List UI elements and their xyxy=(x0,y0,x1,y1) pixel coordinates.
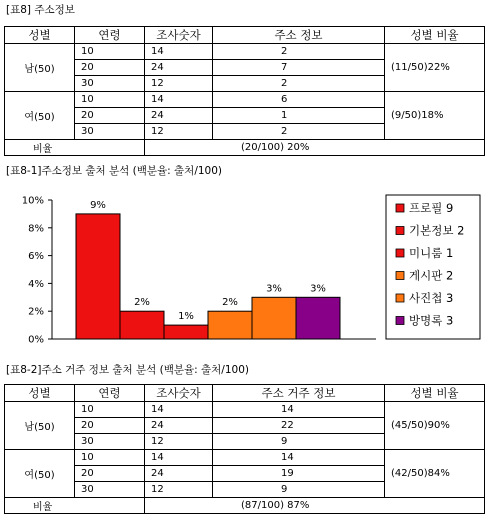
header-count: 조사숫자 xyxy=(145,385,213,402)
table-row xyxy=(5,450,485,466)
age-cell: 10 xyxy=(75,92,145,108)
count-cell: 12 xyxy=(145,434,213,450)
count-cell: 14 xyxy=(145,44,213,60)
bar-3 xyxy=(164,325,208,339)
sex-cell: 여(50) xyxy=(5,450,75,498)
address-info-table xyxy=(4,26,485,156)
count-cell: 14 xyxy=(145,92,213,108)
ratio-cell: (9/50)18% xyxy=(385,92,485,140)
info-cell: 14 xyxy=(213,450,385,466)
sex-cell: 남(50) xyxy=(5,44,75,92)
age-cell: 20 xyxy=(75,60,145,76)
age-cell: 20 xyxy=(75,466,145,482)
footer-label: 비율 xyxy=(5,140,145,156)
footer-label: 비율 xyxy=(5,498,145,514)
bar-value-label: 3% xyxy=(266,283,282,295)
footer-value: (20/100) 20% xyxy=(145,140,485,156)
table-header-row xyxy=(5,385,485,402)
info-cell: 1 xyxy=(213,108,385,124)
bar-value-label: 9% xyxy=(90,199,106,211)
legend-swatch xyxy=(396,227,404,235)
age-cell: 20 xyxy=(75,418,145,434)
age-cell: 30 xyxy=(75,434,145,450)
ratio-cell: (45/50)90% xyxy=(385,402,485,450)
info-cell: 9 xyxy=(213,434,385,450)
bar-1 xyxy=(76,214,120,339)
y-tick-label: 8% xyxy=(28,223,44,235)
header-sex-ratio: 성별 비율 xyxy=(385,385,485,402)
table-row xyxy=(5,92,485,108)
legend-label: 기본정보 2 xyxy=(409,223,465,238)
count-cell: 14 xyxy=(145,450,213,466)
count-cell: 14 xyxy=(145,402,213,418)
legend-swatch xyxy=(396,317,404,325)
legend-swatch xyxy=(396,294,404,302)
ratio-cell: (11/50)22% xyxy=(385,44,485,92)
bar-2 xyxy=(120,311,164,339)
count-cell: 12 xyxy=(145,76,213,92)
y-tick-label: 10% xyxy=(21,195,44,207)
y-tick-label: 2% xyxy=(28,306,44,318)
bar-value-label: 3% xyxy=(310,283,326,295)
info-cell: 22 xyxy=(213,418,385,434)
legend-swatch xyxy=(396,272,404,280)
bar-5 xyxy=(252,297,296,339)
count-cell: 12 xyxy=(145,124,213,140)
info-cell: 19 xyxy=(213,466,385,482)
table-footer-row xyxy=(5,140,485,156)
age-cell: 10 xyxy=(75,402,145,418)
y-tick-label: 6% xyxy=(28,251,44,263)
age-cell: 10 xyxy=(75,450,145,466)
bar-value-label: 2% xyxy=(134,297,150,309)
legend-label: 미니룸 1 xyxy=(409,246,454,260)
header-age: 연령 xyxy=(75,385,145,402)
header-info: 주소 거주 정보 xyxy=(213,385,385,402)
legend-label: 방명록 3 xyxy=(409,313,454,328)
bar-value-label: 1% xyxy=(178,311,194,323)
y-tick-label: 4% xyxy=(28,278,44,290)
count-cell: 24 xyxy=(145,466,213,482)
age-cell: 30 xyxy=(75,482,145,498)
legend-label: 프로필 9 xyxy=(409,201,454,215)
count-cell: 12 xyxy=(145,482,213,498)
info-cell: 6 xyxy=(213,92,385,108)
count-cell: 24 xyxy=(145,60,213,76)
count-cell: 24 xyxy=(145,108,213,124)
bar-value-label: 2% xyxy=(222,297,238,309)
legend-swatch xyxy=(396,204,404,212)
info-cell: 2 xyxy=(213,44,385,60)
residence-info-table xyxy=(4,384,485,514)
footer-value: (87/100) 87% xyxy=(145,498,485,514)
legend-label: 사진첩 3 xyxy=(409,291,454,305)
legend-label: 게시판 2 xyxy=(409,268,454,283)
header-sex: 성별 xyxy=(5,385,75,402)
info-cell: 14 xyxy=(213,402,385,418)
header-sex: 성별 xyxy=(5,27,75,44)
sex-cell: 여(50) xyxy=(5,92,75,140)
age-cell: 20 xyxy=(75,108,145,124)
info-cell: 9 xyxy=(213,482,385,498)
table1-caption: [표8] 주소정보 xyxy=(6,4,75,16)
header-count: 조사숫자 xyxy=(145,27,213,44)
sex-cell: 남(50) xyxy=(5,402,75,450)
age-cell: 30 xyxy=(75,124,145,140)
header-info: 주소 정보 xyxy=(213,27,385,44)
table2-caption: [표8-2]주소 거주 정보 출처 분석 (백분율: 출처/100) xyxy=(6,364,249,376)
y-tick-label: 0% xyxy=(28,334,44,344)
bar-4 xyxy=(208,311,252,339)
table-header-row xyxy=(5,27,485,44)
chart-canvas xyxy=(4,184,484,344)
bar-6 xyxy=(296,297,340,339)
table-row xyxy=(5,44,485,60)
legend-swatch xyxy=(396,249,404,257)
info-cell: 7 xyxy=(213,60,385,76)
age-cell: 30 xyxy=(75,76,145,92)
table-row xyxy=(5,402,485,418)
info-cell: 2 xyxy=(213,76,385,92)
age-cell: 10 xyxy=(75,44,145,60)
bar-chart xyxy=(4,184,484,344)
count-cell: 24 xyxy=(145,418,213,434)
header-age: 연령 xyxy=(75,27,145,44)
header-sex-ratio: 성별 비율 xyxy=(385,27,485,44)
table-footer-row xyxy=(5,498,485,514)
chart-caption: [표8-1]주소정보 출처 분석 (백분율: 출처/100) xyxy=(6,165,223,177)
info-cell: 2 xyxy=(213,124,385,140)
ratio-cell: (42/50)84% xyxy=(385,450,485,498)
